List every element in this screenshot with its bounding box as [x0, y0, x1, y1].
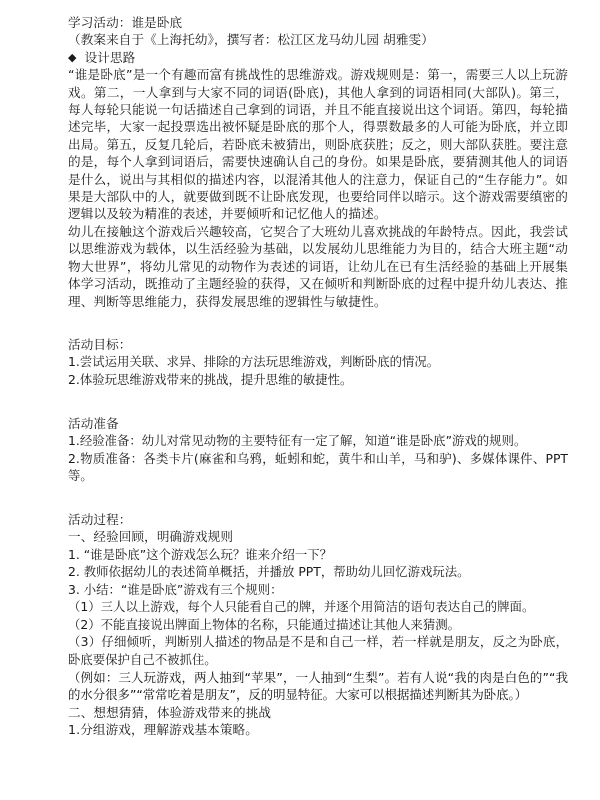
example-note: （例如：三人玩游戏，两人抽到“苹果”，一人抽到“生梨”。若有人说“我的肉是白色的”“我的水分很多”“常常吃着是朋友”，反的明显特征。大家可以根据描述判断其为卧底。） [68, 669, 568, 703]
source-line: （教案来自于《上海托幼》，撰写者：松江区龙马幼儿园 胡雅雯） [68, 32, 434, 48]
design-paragraph-1: “谁是卧底”是一个有趣而富有挑战性的思维游戏。游戏规则是：第一，需要三人以上玩游戏。第二，一人拿到与大家不同的词语(卧底)，其他人拿到的词语相同(大部队)。第三，每人每轮只能说一句话描述自己拿到的词语，并且不能直接说出这个词语。第四，每轮描述完毕，大家一起投票选出被怀疑是卧底的那个人，得票数最多的人可能为卧底，并立即出局。第五，反复几轮后，若卧底未被猜出，则卧底获胜；反之，则大部队获胜。要注意的是，每个人拿到词语后，需要快速确认自己的身份。如果是卧底，要猜测其他人的词语是什么，说出与其相似的描述内容，以混淆其他人的注意力，保证自己的“生存能力”。如果是大部队中的人，就要做到既不让卧底发现，也要给同伴以暗示。这个游戏需要缜密的逻辑以及较为精准的表述，并要倾听和记忆他人的描述。 [68, 67, 568, 222]
goals-heading: 活动目标： [68, 336, 132, 352]
diamond-bullet-icon: ◆ [68, 51, 77, 65]
rule-1: （1）三人以上游戏，每个人只能看自己的牌，并逐个用简洁的语句表达自己的牌面。 [68, 599, 535, 615]
section-2-heading: 二、想想猜猜，体验游戏带来的挑战 [68, 704, 272, 720]
goal-item-2: 2.体验玩思维游戏带来的挑战，提升思维的敏捷性。 [68, 371, 353, 387]
section-1-item-1: 1. “谁是卧底”这个游戏怎么玩？谁来介绍一下？ [68, 546, 333, 562]
section-1-item-2: 2. 教师依据幼儿的表述简单概括，并播放 PPT，帮助幼儿回忆游戏玩法。 [68, 564, 470, 580]
design-paragraph-2: 幼儿在接触这个游戏后兴趣较高，它契合了大班幼儿喜欢挑战的年龄特点。因此，我尝试以思维游戏为载体，以生活经验为基础，以发展幼儿思维能力为目的，结合大班主题“动物大世界”，将幼儿常见的动物作为表述的词语，让幼儿在已有生活经验的基础上开展集体学习活动，既推动了主题经验的获得，又在倾听和判断卧底的过程中提升幼儿表达、推理、判断等思维能力，获得发展思维的逻辑性与敏捷性。 [68, 223, 568, 309]
design-heading-row [68, 49, 568, 66]
rule-2: （2）不能直接说出牌面上物体的名称，只能通过描述让其他人来猜测。 [68, 616, 460, 632]
goal-item-1: 1.尝试运用关联、求异、排除的方法玩思维游戏，判断卧底的情况。 [68, 354, 440, 370]
section-2-item-1: 1.分组游戏，理解游戏基本策略。 [68, 722, 258, 738]
prep-item-1: 1.经验准备：幼儿对常见动物的主要特征有一定了解，知道“谁是卧底”游戏的规则。 [68, 432, 527, 448]
process-heading: 活动过程： [68, 511, 132, 527]
prep-heading: 活动准备 [68, 415, 119, 431]
document-title: 学习活动：谁是卧底 [68, 15, 183, 30]
section-1-item-3: 3. 小结：“谁是卧底”游戏有三个规则： [68, 581, 283, 597]
section-1-heading: 一、经验回顾，明确游戏规则 [68, 529, 234, 545]
design-heading: 设计思路 [84, 49, 136, 65]
rule-3: （3）仔细倾听，判断别人描述的物品是不是和自己一样，若一样就是朋友，反之为卧底，卧底要保护自己不被抓住。 [68, 634, 568, 668]
prep-item-2: 2.物质准备：各类卡片(麻雀和乌鸦，蚯蚓和蛇，黄牛和山羊，马和驴)、多媒体课件、PPT 等。 [68, 450, 568, 484]
